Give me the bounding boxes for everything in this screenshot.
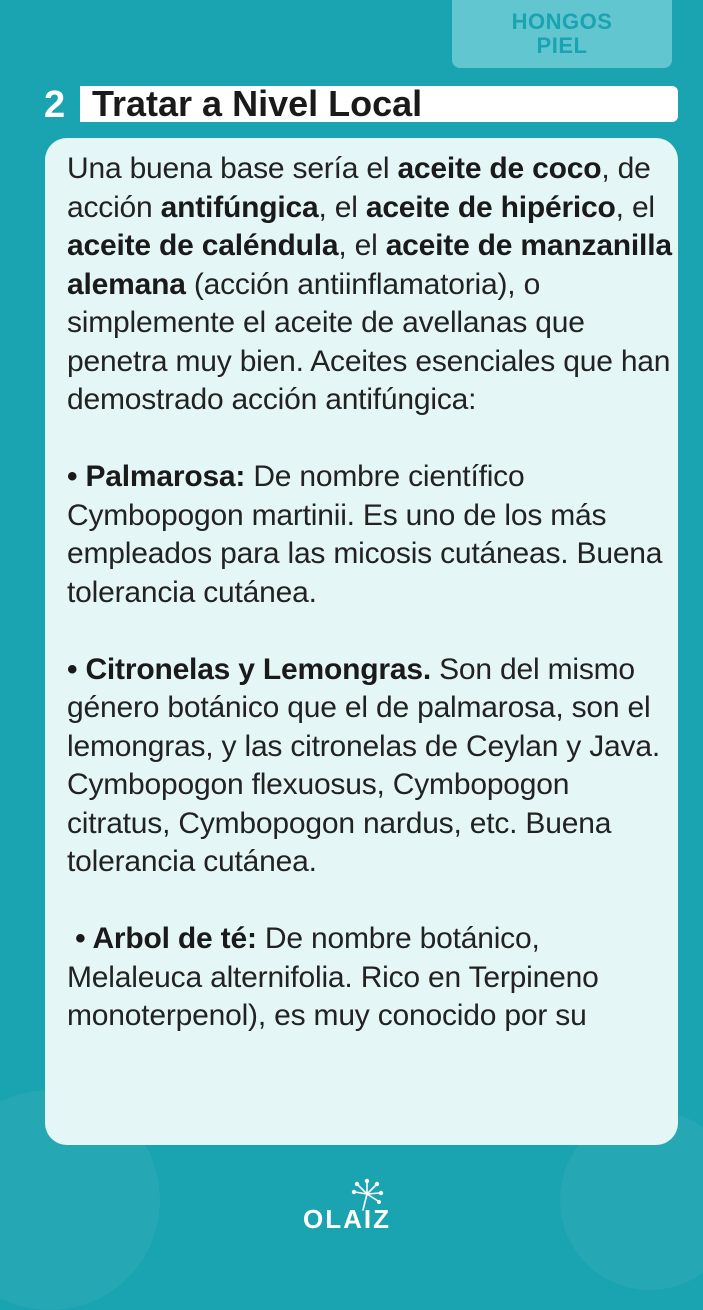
item-text: De nombre científico Cymbopogon martinii. Es uno de los más empleados para las micosis cutáneas. Buena tolerancia cutánea. [67, 460, 663, 609]
paragraph-gap [67, 420, 678, 459]
section-title: Tratar a Nivel Local [92, 83, 423, 124]
intro-text: Una buena base sería el [67, 152, 398, 185]
intro-text: , el [338, 229, 386, 262]
olaiz-logo [303, 1178, 403, 1234]
logo-text: OLAIZ [303, 1204, 391, 1234]
paragraph-gap [67, 612, 678, 651]
item-name: Arbol de té: [92, 922, 257, 955]
section-header [44, 86, 80, 124]
bullet: • [67, 922, 93, 955]
paragraph-gap [67, 882, 678, 921]
content-card [45, 138, 678, 1145]
intro-bold: aceite de manzanilla alemana [67, 229, 672, 301]
intro-text: , el [615, 190, 655, 224]
intro-bold: aceite de coco [397, 152, 602, 185]
intro-bold: aceite de caléndula [67, 229, 339, 262]
intro-text: , el [318, 190, 366, 224]
category-tag-line1: HONGOS [511, 9, 613, 34]
list-item [67, 458, 678, 612]
category-tag [452, 0, 672, 68]
list-item [67, 920, 678, 1036]
card-text [67, 150, 678, 1036]
item-text: De nombre botánico, Melaleuca alternifolia. Rico en Terpineno monoterpenol), es muy conocido por su [67, 922, 607, 1032]
item-name: Palmarosa: [85, 460, 246, 493]
intro-paragraph [67, 150, 678, 420]
category-tag-line2: PIEL [536, 33, 588, 58]
item-text: Son del mismo género botánico que el de palmarosa, son el lemongras, y las citronelas de Ceylan y Java. Cymbopogon flexuosus, Cymbopogon citratus, Cymbopogon nardus, etc. Buena tolerancia cutánea. [67, 652, 660, 878]
section-number: 2 [44, 84, 66, 126]
item-name: Citronelas y Lemongras. [85, 652, 431, 686]
bullet: • [67, 652, 86, 686]
bullet: • [67, 460, 86, 493]
intro-bold: antifúngica [160, 190, 319, 224]
intro-text: , de acción [67, 152, 651, 224]
list-item [67, 651, 678, 882]
intro-bold: aceite de hipérico [365, 190, 616, 224]
intro-text: (acción antiinflamatoria), o simplemente el aceite de avellanas que penetra muy bien. Aceites esenciales que han demostrado acción antifúngica: [67, 267, 671, 416]
